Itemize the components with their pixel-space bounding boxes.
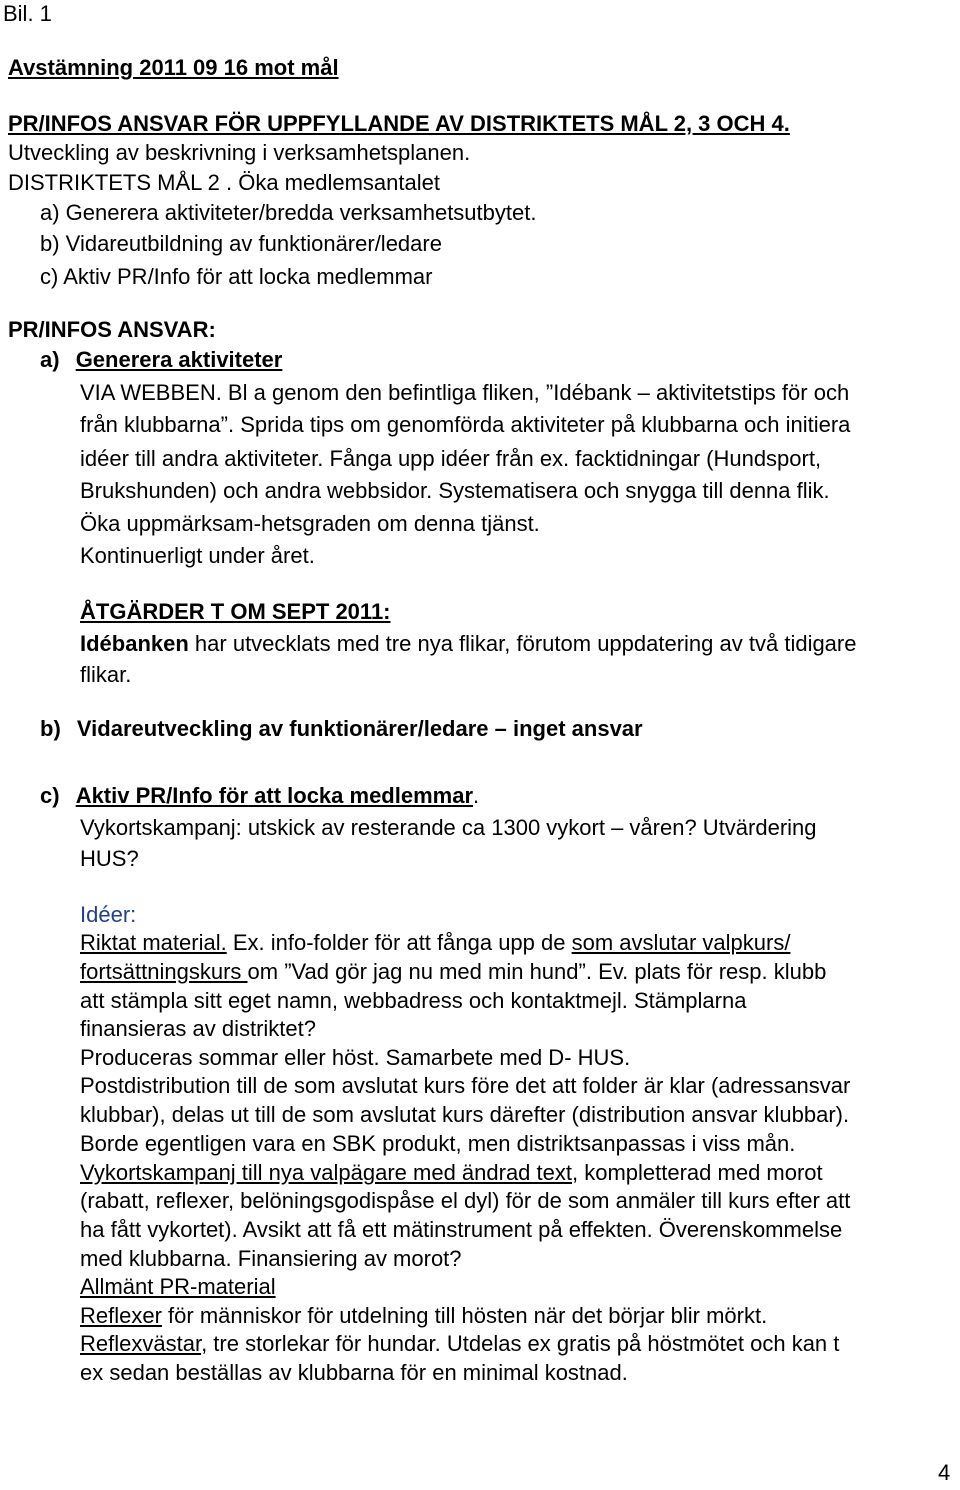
intro-line: c) Aktiv PR/Info för att locka medlemmar <box>40 264 433 289</box>
item-b-title: Vidareutveckling av funktionärer/ledare – inget ansvar <box>76 716 643 741</box>
ideer-line <box>80 1331 839 1357</box>
ideer-link: Reflexer <box>80 1303 162 1328</box>
atgarder-heading: ÅTGÄRDER T OM SEPT 2011: <box>80 599 391 624</box>
ideer-line: Postdistribution till de som avslutat kurs före det att folder är klar (adressansvar <box>80 1073 851 1098</box>
ideer-line: (rabatt, reflexer, belöningsgodispåse el dyl) för de som anmäler till kurs efter att <box>80 1188 851 1213</box>
item-marker: c) <box>40 783 60 808</box>
ideer-line: med klubbarna. Finansiering av morot? <box>80 1246 462 1271</box>
ideer-line: ex sedan beställas av klubbarna för en minimal kostnad. <box>80 1360 628 1385</box>
webben-line: Kontinuerligt under året. <box>80 543 315 568</box>
ideer-link: fortsättningskurs <box>80 959 248 984</box>
ideer-line <box>80 1303 767 1329</box>
idebanken-line <box>80 631 856 657</box>
ansvar-heading: PR/INFOS ANSVAR: <box>8 317 216 342</box>
ideer-line <box>80 930 790 956</box>
item-marker: b) <box>40 716 61 741</box>
item-a-heading <box>40 347 282 373</box>
ideer-text: , kompletterad med morot <box>572 1160 823 1185</box>
ideer-link: som avslutar valpkurs/ <box>571 930 791 955</box>
ideer-line: klubbar), delas ut till de som avslutat kurs därefter (distribution ansvar klubbar). <box>80 1102 850 1127</box>
intro-line: a) Generera aktiviteter/bredda verksamhetsutbytet. <box>40 200 537 225</box>
intro-line: b) Vidareutbildning av funktionärer/ledare <box>40 231 442 256</box>
ideer-line <box>80 959 826 985</box>
page-number: 4 <box>938 1460 951 1485</box>
item-c-title: Aktiv PR/Info för att locka medlemmar <box>75 783 474 808</box>
intro-line: Utveckling av beskrivning i verksamhetsplanen. <box>8 140 471 165</box>
webben-line: idéer till andra aktiviteter. Fånga upp idéer från ex. facktidningar (Hundsport, <box>80 446 822 471</box>
ideer-text: , tre storlekar för hundar. Utdelas ex gratis på höstmötet och kan t <box>201 1331 840 1356</box>
ideer-link: Vykortskampanj till nya valpägare med ändrad text <box>80 1160 572 1185</box>
ideer-line <box>80 1160 823 1186</box>
ideer-text: om ”Vad gör jag nu med min hund”. Ev. plats för resp. klubb <box>247 959 827 984</box>
vykort-line: HUS? <box>80 846 139 871</box>
item-c-suffix: . <box>473 783 480 808</box>
item-a-title: Generera aktiviteter <box>75 347 283 372</box>
document-title: Avstämning 2011 09 16 mot mål <box>8 55 339 80</box>
ideer-line: att stämpla sitt eget namn, webbadress och kontaktmejl. Stämplarna <box>80 988 747 1013</box>
ideer-line: Borde egentligen vara en SBK produkt, men distriktsanpassas i viss mån. <box>80 1131 796 1156</box>
ideer-link: Allmänt PR-material <box>80 1274 276 1299</box>
ideer-link: Riktat material. <box>80 930 227 955</box>
ideer-line: ha fått vykortet). Avsikt att få ett mätinstrument på effekten. Överenskommelse <box>80 1217 843 1242</box>
item-b-heading <box>40 716 643 742</box>
webben-line: Brukshunden) och andra webbsidor. Systematisera och snygga till denna flik. <box>80 478 830 503</box>
section-heading: PR/INFOS ANSVAR FÖR UPPFYLLANDE AV DISTRIKTETS MÅL 2, 3 OCH 4. <box>8 111 790 136</box>
ideer-link: Reflexvästar <box>80 1331 202 1356</box>
webben-line: Öka uppmärksam-hetsgraden om denna tjänst. <box>80 511 540 536</box>
webben-line: från klubbarna”. Sprida tips om genomförda aktiviteter på klubbarna och initiera <box>80 412 851 437</box>
ideer-line: Produceras sommar eller höst. Samarbete med D- HUS. <box>80 1045 631 1070</box>
item-c-heading <box>40 783 479 809</box>
idebanken-text: har utvecklats med tre nya flikar, förutom uppdatering av två tidigare <box>188 631 857 656</box>
vykort-line: Vykortskampanj: utskick av resterande ca 1300 vykort – våren? Utvärdering <box>80 815 817 840</box>
ideer-line: finansieras av distriktet? <box>80 1016 316 1041</box>
bil-label: Bil. 1 <box>3 1 52 26</box>
item-marker: a) <box>40 347 60 372</box>
idebanken-bold: Idébanken <box>80 631 189 656</box>
idebanken-line2: flikar. <box>80 662 132 687</box>
ideer-text: för människor för utdelning till hösten när det börjar blir mörkt. <box>161 1303 768 1328</box>
ideer-text: Ex. info-folder för att fånga upp de <box>226 930 572 955</box>
webben-line: VIA WEBBEN. Bl a genom den befintliga fliken, ”Idébank – aktivitetstips för och <box>80 380 850 405</box>
intro-line: DISTRIKTETS MÅL 2 . Öka medlemsantalet <box>8 170 440 195</box>
ideer-label: Idéer: <box>80 902 137 927</box>
